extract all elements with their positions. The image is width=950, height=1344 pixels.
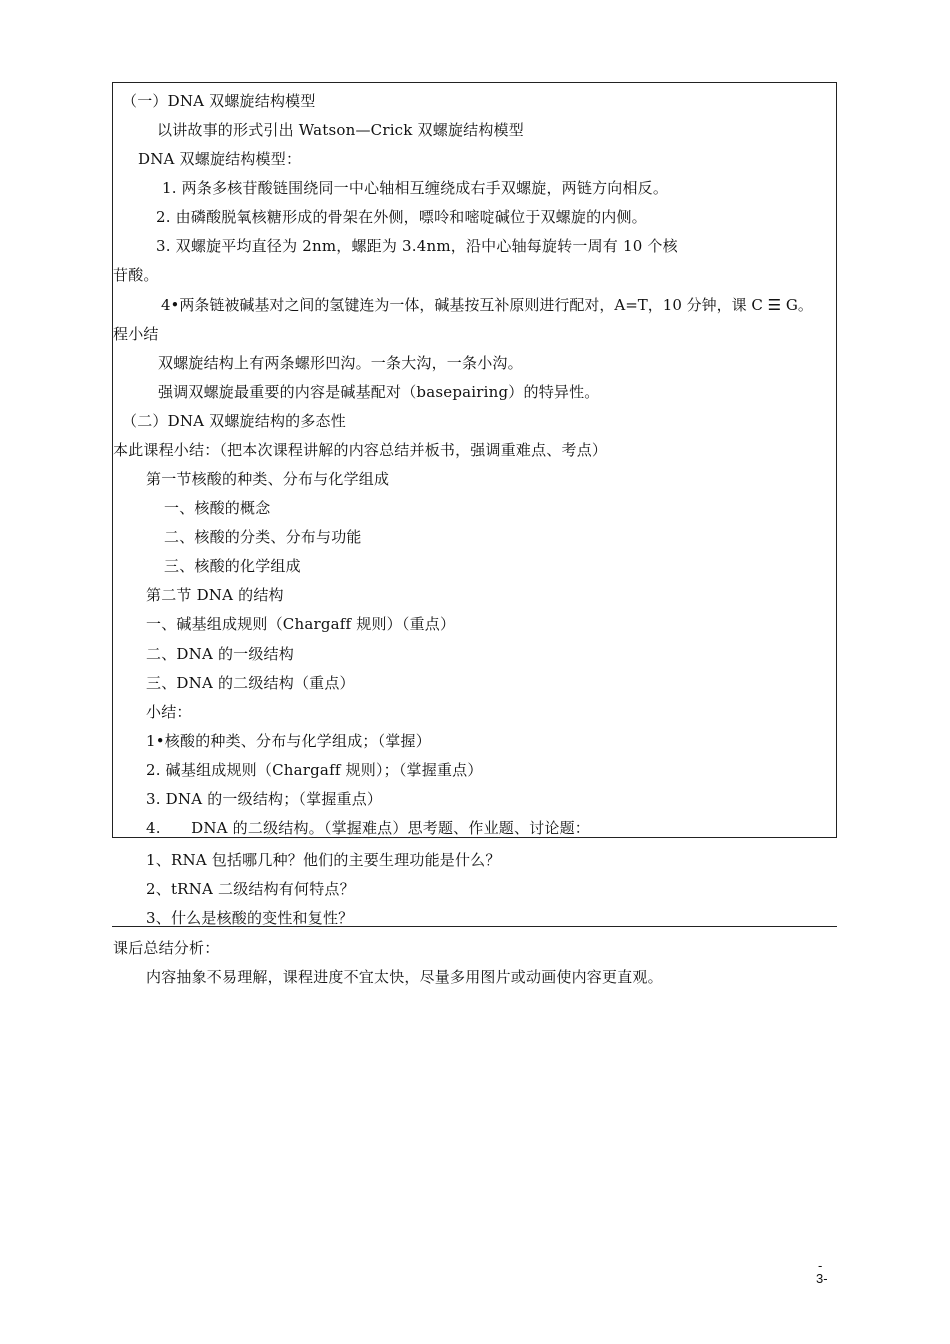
list-item: 4•两条链被碱基对之间的氢键连为一体，碱基按互补原则进行配对，A=T，10 分钟，课 C ☰ G。	[161, 296, 813, 314]
text-line: 程小结	[113, 325, 159, 343]
summary-heading: 本此课程小结：（把本次课程讲解的内容总结并板书，强调重难点、考点）	[113, 441, 608, 459]
list-item: 二、核酸的分类、分布与功能	[164, 528, 362, 546]
question-item: 1、RNA 包括哪几种？他们的主要生理功能是什么？	[146, 851, 501, 869]
section-heading-one: （一）DNA 双螺旋结构模型	[122, 92, 316, 110]
list-item: 4. DNA 的二级结构。（掌握难点）思考题、作业题、讨论题：	[146, 819, 590, 837]
text-line: 强调双螺旋最重要的内容是碱基配对（basepairing）的特异性。	[158, 383, 600, 401]
list-item: 2. 碱基组成规则（Chargaff 规则）；（掌握重点）	[146, 761, 483, 779]
list-item: 3. DNA 的一级结构；（掌握重点）	[146, 790, 383, 808]
text-line: DNA 双螺旋结构模型：	[138, 150, 302, 168]
summary-title: 课后总结分析：	[113, 939, 220, 957]
summary-text: 内容抽象不易理解，课程进度不宜太快，尽量多用图片或动画使内容更直观。	[146, 968, 663, 986]
text-line: 小结：	[146, 703, 192, 721]
divider-rule	[112, 926, 837, 927]
question-item: 3、什么是核酸的变性和复性？	[146, 909, 354, 927]
list-item: 三、核酸的化学组成	[164, 557, 301, 575]
section-heading-two: （二）DNA 双螺旋结构的多态性	[122, 412, 346, 430]
text-line: 苷酸。	[113, 266, 159, 284]
text-line: 第一节核酸的种类、分布与化学组成	[146, 470, 390, 488]
list-item: 三、DNA 的二级结构（重点）	[146, 674, 355, 692]
list-item: 二、DNA 的一级结构	[146, 645, 294, 663]
list-item: 一、碱基组成规则（Chargaff 规则）（重点）	[146, 615, 456, 633]
list-item: 2. 由磷酸脱氧核糖形成的骨架在外侧，嘌呤和嘧啶碱位于双螺旋的内侧。	[156, 208, 647, 226]
list-item: 一、核酸的概念	[164, 499, 271, 517]
question-item: 2、tRNA 二级结构有何特点？	[146, 880, 355, 898]
list-item: 1. 两条多核苷酸链围绕同一中心轴相互缠绕成右手双螺旋，两链方向相反。	[162, 179, 669, 197]
page-number-dash: -	[818, 1258, 823, 1273]
text-line: 双螺旋结构上有两条螺形凹沟。一条大沟，一条小沟。	[158, 354, 523, 372]
page-number: 3-	[816, 1271, 828, 1286]
list-item: 3. 双螺旋平均直径为 2nm，螺距为 3.4nm，沿中心轴每旋转一周有 10 个核	[156, 237, 678, 255]
text-line: 第二节 DNA 的结构	[146, 586, 284, 604]
text-line: 以讲故事的形式引出 Watson—Crick 双螺旋结构模型	[157, 121, 524, 139]
list-item: 1•核酸的种类、分布与化学组成；（掌握）	[146, 732, 431, 750]
